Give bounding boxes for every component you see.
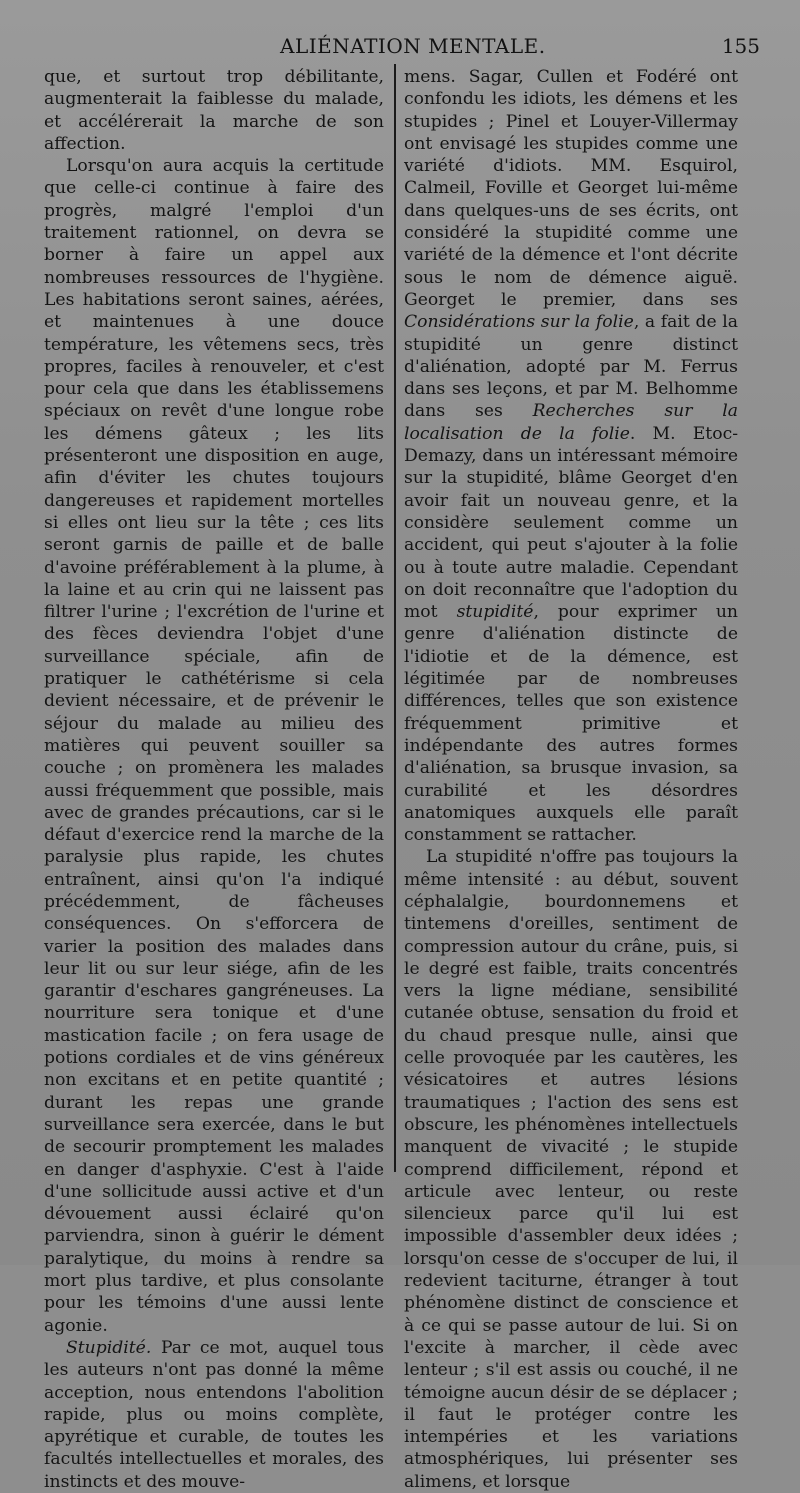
text-run: , a fait de la stupidité un genre distinct d'aliénation, adopté par M. Ferrus dans ses leçons, et par M. Belhomme dans ses <box>404 312 739 422</box>
paragraph-hygiene: Lorsqu'on aura acquis la certitude que celle-ci continue à faire des progrès, malgré l'emploi d'un traitement rationnel, on devra se borner à faire un appel aux nombreuses ressources de l'hygiène. Les habitations seront saines, aérées, et maintenues à une douce température, les vêtemens secs, très propres, faciles à renouveler, et c'est pour cela que dans les établissemens spéciaux on revêt d'une longue robe les démens gâteux ; les lits présenteront une disposition en auge, afin d'éviter les chutes toujours dangereuses et rapidement mortelles si elles ont lieu sur la tête ; ces lits seront garnis de paille et de balle d'avoine préférablement à la plume, à la laine et au crin qui ne laissent pas filtrer l'urine ; l'excrétion de l'urine et des fèces deviendra l'objet d'une surveillance spéciale, afin de pratiquer le cathétérisme si cela devient nécessaire, et de prévenir le séjour du malade au milieu des matières qui peuvent souiller sa couche ; on promènera les malades aussi fréquemment que possible, mais avec de grandes précautions, car si le défaut d'exercice rend la marche de la paralysie plus rapide, les chutes entraînent, ainsi qu'on l'a indiqué précédemment, de fâcheuses conséquences. On s'efforcera de varier la position des malades dans leur lit ou sur leur siége, afin de les garantir d'eschares gangréneuses. La nourriture sera tonique et d'une mastication facile ; on fera usage de potions cordiales et de vins généreux non excitans et en petite quantité ; durant les repas une grande surveillance sera exercée, dans le but de secourir promptement les malades en danger d'asphyxie. C'est à l'aide d'une sollicitude aussi active et d'un dévouement aussi éclairé qu'on parviendra, sinon à guérir le dément paralytique, du moins à rendre sa mort plus tardive, et plus consolante pour les témoins d'une aussi lente agonie. <box>44 156 384 1336</box>
text-run: . M. Etoc-Demazy, dans un intéressant mémoire sur la stupidité, blâme Georget d'en avoir fait un nouveau genre, et la considère seulement comme un accident, qui peut s'ajouter à la folie ou à toute autre maladie. Cependant on doit reconnaître que l'adoption du mot <box>404 423 738 623</box>
paragraph-text: Par ce mot, auquel tous les auteurs n'ont pas donné la même acception, nous entendons l'abolition rapide, plus ou moins complète, apyrétique et curable, de toutes les facultés intellectuelles et morales, des instincts et des mouve- <box>44 1337 384 1492</box>
paragraph-stupidite <box>44 1337 384 1493</box>
right-column <box>404 66 738 1493</box>
paragraph-symptoms: La stupidité n'offre pas toujours la même intensité : au début, souvent céphalalgie, bourdonnemens et tintemens d'oreilles, sentiment de compression autour du crâne, puis, si le degré est faible, traits concentrés vers la ligne médiane, sensibilité cutanée obtuse, sensation du froid et du chaud presque nulle, ainsi que celle provoquée par les cautères, les vésicatoires et autres lésions traumatiques ; l'action des sens est obscure, les phénomènes intellectuels manquent de vivacité ; le stupide comprend difficilement, répond et articule avec lenteur, ou reste silencieux parce qu'il lui est impossible d'assembler deux idées ; lorsqu'on cesse de s'occuper de lui, il redevient taciturne, étranger à tout phénomène distinct de conscience et à ce qui se passe autour de lui. Si on l'excite à marcher, il cède avec lenteur ; s'il est assis ou couché, il ne témoigne aucun désir de se déplacer ; il faut le protéger contre les intempéries et les variations atmosphériques, lui présenter ses alimens, et lorsque <box>404 847 738 1492</box>
book-title: Considérations sur la folie <box>404 312 634 333</box>
emphasized-term: stupidité <box>456 602 534 623</box>
section-term: Stupidité. <box>66 1337 152 1358</box>
book-title: Recherches sur la localisation de la folie <box>404 401 738 444</box>
page-header <box>0 34 800 64</box>
left-column <box>44 66 384 1493</box>
page-number: 155 <box>721 34 760 58</box>
running-title: ALIÉNATION MENTALE. <box>280 34 546 58</box>
paragraph-authors <box>404 66 738 846</box>
text-run: mens. Sagar, Cullen et Fodéré ont confondu les idiots, les démens et les stupides ; Pinel et Louyer-Villermay ont envisagé les stupides comme une variété d'idiots. MM. Esquirol, Calmeil, Foville et Georget lui-même dans quelques-uns de ses écrits, ont considéré la stupidité comme une variété de la démence et l'ont décrite sous le nom de démence aiguë. Georget le premier, dans ses <box>404 67 738 310</box>
text-run: , pour exprimer un genre d'aliénation distincte de l'idiotie et de la démence, est légitimée par de nombreuses différences, telles que son existence fréquemment primitive et indépendante des autres formes d'aliénation, sa brusque invasion, sa curabilité et les désordres anatomiques auxquels elle paraît constamment se rattacher. <box>404 602 738 846</box>
column-divider <box>394 64 396 1172</box>
paragraph-continued: que, et surtout trop débilitante, augmenterait la faiblesse du malade, et accélérerait la marche de son affection. <box>44 67 384 154</box>
